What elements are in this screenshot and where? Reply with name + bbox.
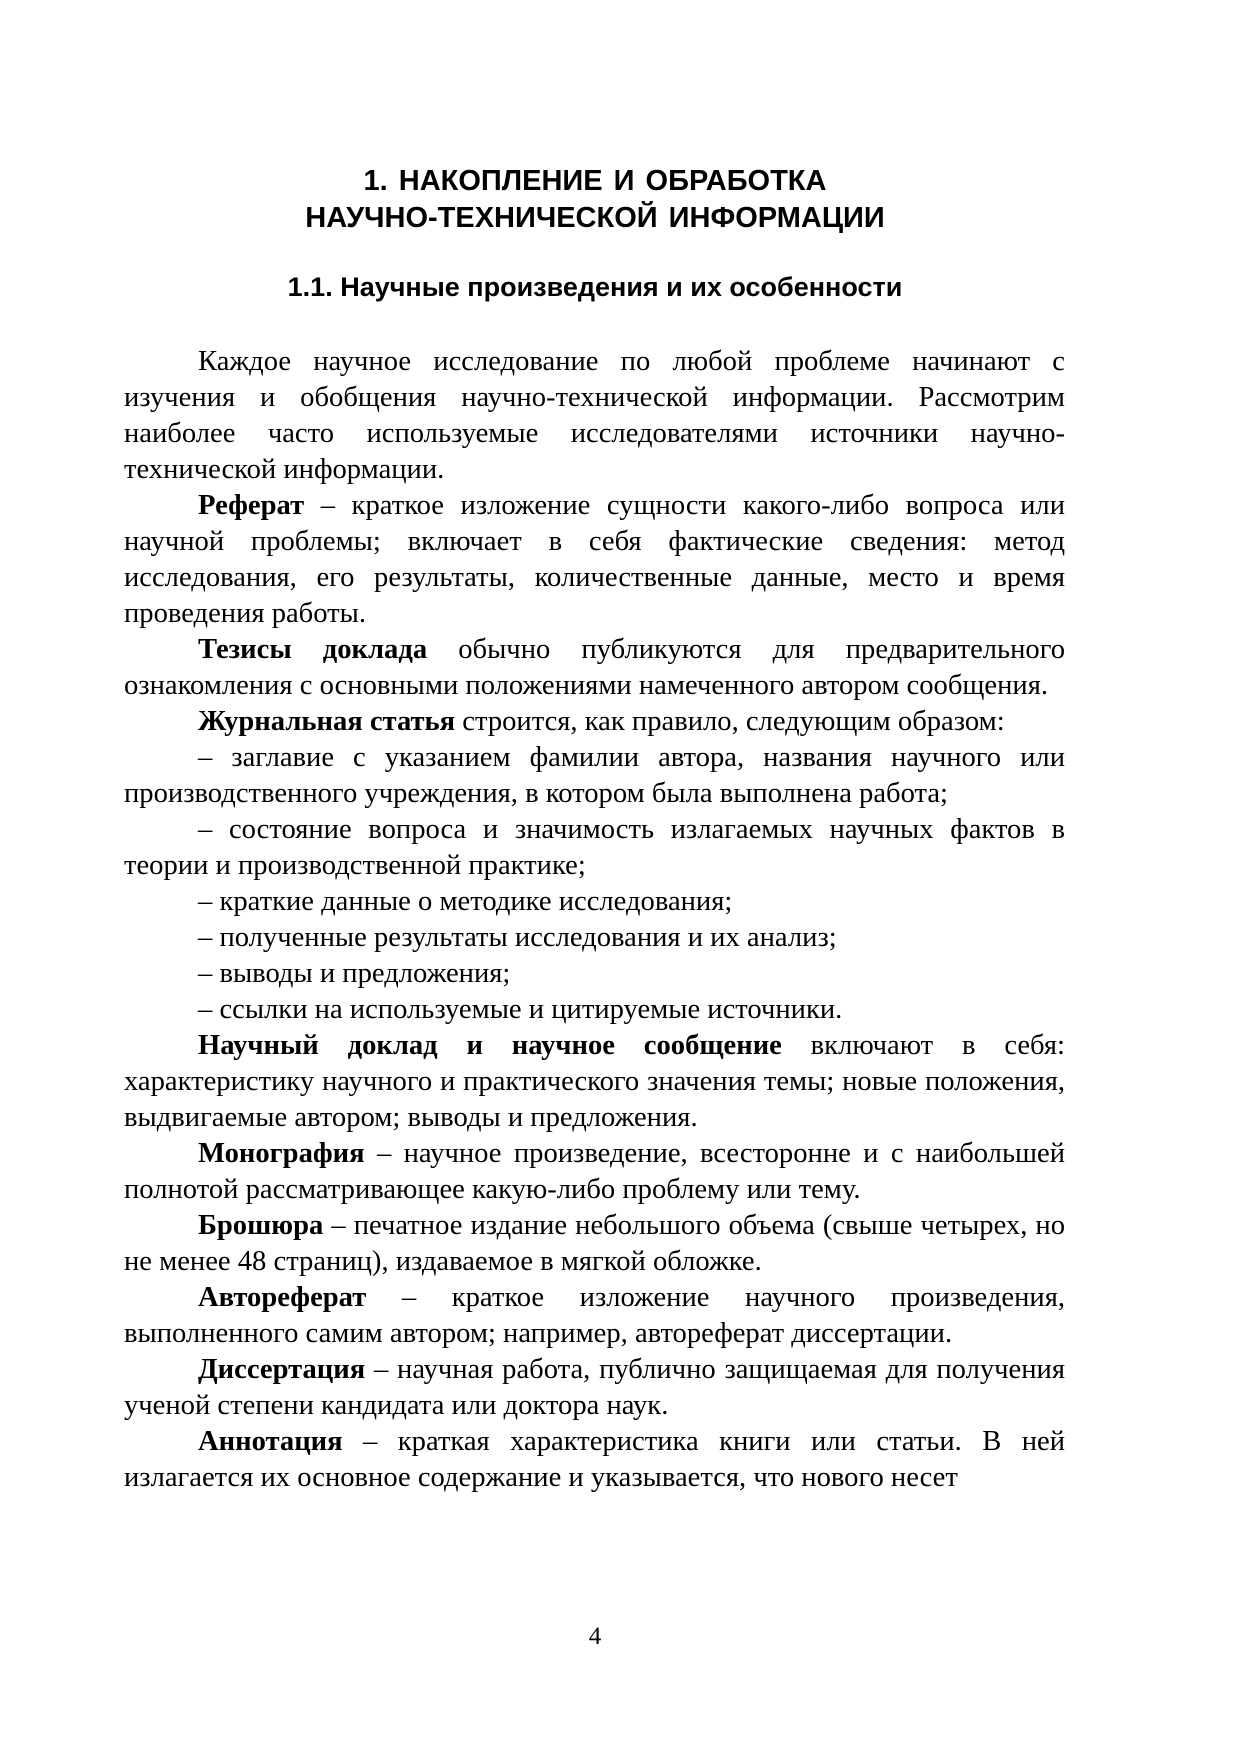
paragraph-autoreferat — [124, 1280, 1065, 1352]
paragraph-text: – краткое изложение научного произведения, выполненного самим автором; например, автореферат диссертации. — [124, 1282, 1065, 1349]
paragraph-text: Каждое научное исследование по любой проблеме начинают с изучения и обобщения научно-технической информации. Рассмотрим наиболее часто используемые исследователями источники научно-технической информации. — [124, 346, 1065, 485]
paragraph-text: – печатное издание небольшого объема (свыше четырех, но не менее 48 страниц), издаваемое в мягкой обложке. — [124, 1210, 1065, 1277]
paragraph-text: строится, как правило, следующим образом: — [455, 706, 1005, 737]
list-item-references — [124, 992, 1065, 1028]
term-referat: Реферат — [198, 490, 305, 521]
paragraph-annotation — [124, 1424, 1065, 1496]
chapter-title-line-2: НАУЧНО-ТЕХНИЧЕСКОЙ ИНФОРМАЦИИ — [305, 202, 885, 234]
list-item-state — [124, 812, 1065, 884]
term-dissertation: Диссертация — [198, 1354, 366, 1385]
chapter-title-line-1: 1. НАКОПЛЕНИЕ И ОБРАБОТКА — [363, 165, 827, 197]
paragraph-text: включают в себя: характеристику научного и практического значения темы; новые положения, выдвигаемые автором; выводы и предложения. — [124, 1030, 1065, 1133]
body-text — [124, 344, 1065, 1496]
list-item-title — [124, 740, 1065, 812]
paragraph-text: – научное произведение, всесторонне и с наибольшей полнотой рассматривающее какую-либо проблему или тему. — [124, 1138, 1065, 1205]
chapter-title — [0, 163, 1190, 237]
paragraph-intro — [124, 344, 1065, 488]
paragraph-text: – научная работа, публично защищаемая для получения ученой степени кандидата или доктора наук. — [124, 1354, 1065, 1421]
list-item-method — [124, 884, 1065, 920]
term-autoreferat: Автореферат — [198, 1282, 367, 1313]
list-item-text: – краткие данные о методике исследования; — [198, 886, 733, 917]
paragraph-text: – краткая характеристика книги или статьи. В ней излагается их основное содержание и указывается, что нового несет — [124, 1426, 1065, 1493]
term-annotation: Аннотация — [198, 1426, 343, 1457]
term-monograph: Монография — [198, 1138, 365, 1169]
paragraph-referat — [124, 488, 1065, 632]
section-title: 1.1. Научные произведения и их особенности — [287, 272, 903, 302]
list-item-text: – полученные результаты исследования и их анализ; — [198, 922, 837, 953]
paragraph-dissertation — [124, 1352, 1065, 1424]
list-item-text: – ссылки на используемые и цитируемые источники. — [198, 994, 843, 1025]
term-report: Научный доклад и научное сообщение — [198, 1030, 782, 1061]
paragraph-tezisy — [124, 632, 1065, 704]
paragraph-text: обычно публикуются для предварительного ознакомления с основными положениями намеченного автором сообщения. — [124, 634, 1066, 701]
paragraph-journal-article — [124, 704, 1065, 740]
term-brochure: Брошюра — [198, 1210, 324, 1241]
paragraph-monograph — [124, 1136, 1065, 1208]
paragraph-brochure — [124, 1208, 1065, 1280]
list-item-text: – выводы и предложения; — [198, 958, 511, 989]
list-item-results — [124, 920, 1065, 956]
term-tezisy: Тезисы доклада — [198, 634, 428, 665]
paragraph-report — [124, 1028, 1065, 1136]
list-item-text: – заглавие с указанием фамилии автора, названия научного или производственного учреждения, в котором была выполнена работа; — [124, 742, 1065, 809]
paragraph-text: – краткое изложение сущности какого-либо вопроса или научной проблемы; включает в себя фактические сведения: метод исследования, его результаты, количественные данные, место и время проведения работы. — [124, 490, 1065, 629]
term-journal-article: Журнальная статья — [198, 706, 456, 737]
list-item-conclusions — [124, 956, 1065, 992]
list-item-text: – состояние вопроса и значимость излагаемых научных фактов в теории и производственной практике; — [124, 814, 1065, 881]
page-number: 4 — [588, 1623, 602, 1650]
